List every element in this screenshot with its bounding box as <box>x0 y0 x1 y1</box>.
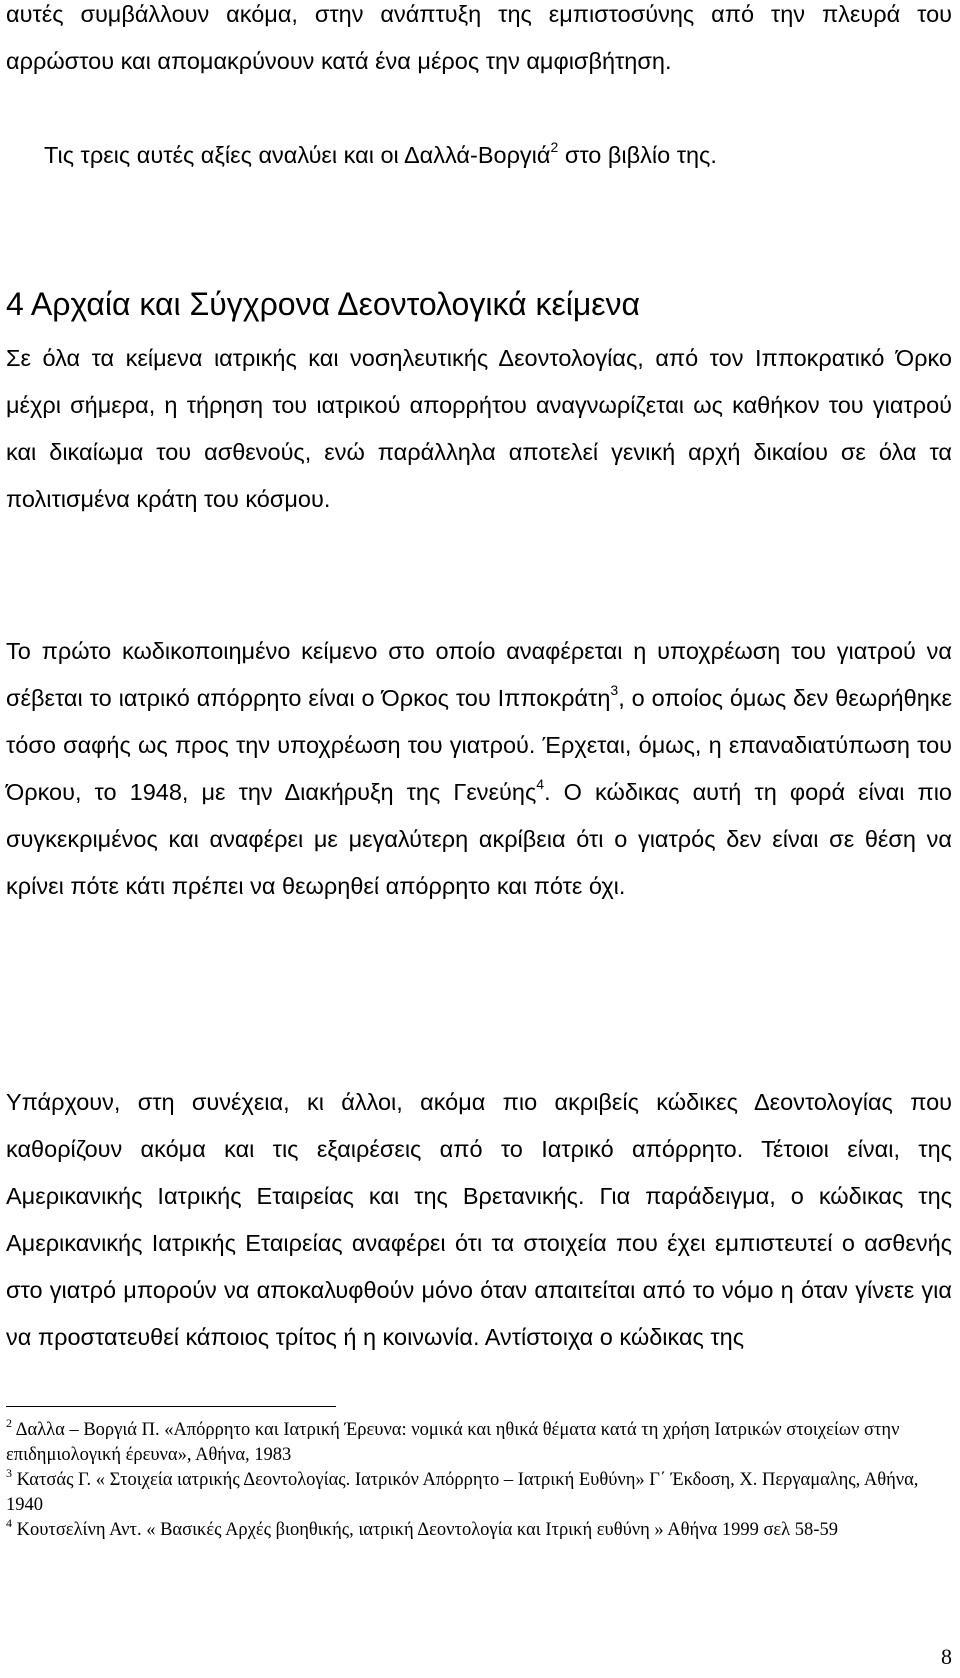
footnote-ref-3: 3 <box>610 682 619 698</box>
footnote-ref-2: 2 <box>550 139 559 155</box>
footnote-text: Κατσάς Γ. « Στοιχεία ιατρικής Δεοντολογίας. Ιατρικόν Απόρρητο – Ιατρική Ευθύνη» Γ΄ Έκδοση, Χ. Περγαμαλης, Αθήνα, 1940 <box>6 1470 919 1515</box>
footnote-text: Δαλλα – Βοργιά Π. «Απόρρητο και Ιατρική Έρευνα: νομικά και ηθικά θέματα κατά τη χρήση Ιατρικών στοιχείων στην επιδημιολογική έρευνα», Αθήνα, 1983 <box>6 1420 900 1465</box>
footnote-number: 3 <box>6 1466 12 1480</box>
footnote-separator <box>6 1406 336 1407</box>
paragraph-2-part-3: . Ο κώδικας αυτή τη φορά είναι πιο συγκεκριμένος και αναφέρει με μεγαλύτερη ακρίβεια ότι ο γιατρός δεν είναι σε θέση να κρίνει πότε κάτι πρέπει να θεωρηθεί απόρρητο και πότε όχι. <box>6 779 952 899</box>
paragraph-1: Σε όλα τα κείμενα ιατρικής και νοσηλευτικής Δεοντολογίας, από τον Ιπποκρατικό Όρκο μέχρι σήμερα, η τήρηση του ιατρικού απορρήτου αναγνωρίζεται ως καθήκον του γιατρού και δικαίωμα του ασθενούς, ενώ παράλληλα αποτελεί γενική αρχή δικαίου σε όλα τα πολιτισμένα κράτη του κόσμου. <box>6 345 952 512</box>
intro-sentence-text: Τις τρεις αυτές αξίες αναλύει και οι Δαλλά-Βοργιά <box>44 142 551 168</box>
footnote-ref-4: 4 <box>536 776 545 792</box>
paragraph-3: Υπάρχουν, στη συνέχεια, κι άλλοι, ακόμα πιο ακριβείς κώδικες Δεοντολογίας που καθορίζουν ακόμα και τις εξαιρέσεις από το Ιατρικό απόρρητο. Τέτοιοι είναι, της Αμερικανικής Ιατρικής Εταιρείας και της Βρετανικής. Για παράδειγμα, ο κώδικας της Αμερικανικής Ιατρικής Εταιρείας αναφέρει ότι τα στοιχεία που έχει εμπιστευτεί ο ασθενής στο γιατρό μπορούν να αποκαλυφθούν μόνο όταν απαιτείται από το νόμο η όταν γίνετε για να προστατευθεί κάποιος τρίτος ή η κοινωνία. Αντίστοιχα ο κώδικας της <box>6 1089 952 1350</box>
intro-sentence <box>6 132 952 179</box>
intro-paragraph-end <box>6 0 952 85</box>
paragraph-2-part-2: , ο οποίος όμως δεν θεωρήθηκε τόσο σαφής ως προς την υποχρέωση του γιατρού. Έρχεται, όμως, η επαναδιατύπωση του Όρκου, το 1948, με την Διακήρυξη της Γενεύης <box>6 685 952 805</box>
intro-text: αυτές συμβάλλουν ακόμα, στην ανάπτυξη της εμπιστοσύνης από την πλευρά του αρρώστου και απομακρύνουν κατά ένα μέρος την αμφισβήτηση. <box>6 1 952 74</box>
footnote-2 <box>6 1418 952 1468</box>
paragraph-2 <box>6 628 952 910</box>
section-heading: 4 Αρχαία και Σύγχρονα Δεοντολογικά κείμενα <box>6 286 641 322</box>
footnote-number: 2 <box>6 1416 12 1430</box>
paragraph-2-part-1: Το πρώτο κωδικοποιημένο κείμενο στο οποίο αναφέρεται η υποχρέωση του γιατρού να σέβεται το ιατρικό απόρρητο είναι ο Όρκος του Ιπποκράτη <box>6 638 952 711</box>
footnote-4 <box>6 1518 952 1543</box>
footnote-3 <box>6 1468 952 1518</box>
footnote-text: Κουτσελίνη Αντ. « Βασικές Αρχές βιοηθικής, ιατρική Δεοντολογία και Ιτρική ευθύνη » Αθήνα 1999 σελ 58-59 <box>12 1520 838 1540</box>
footnote-number: 4 <box>6 1516 12 1530</box>
page-number: 8 <box>941 1644 952 1669</box>
intro-sentence-end: στο βιβλίο της. <box>558 142 717 168</box>
